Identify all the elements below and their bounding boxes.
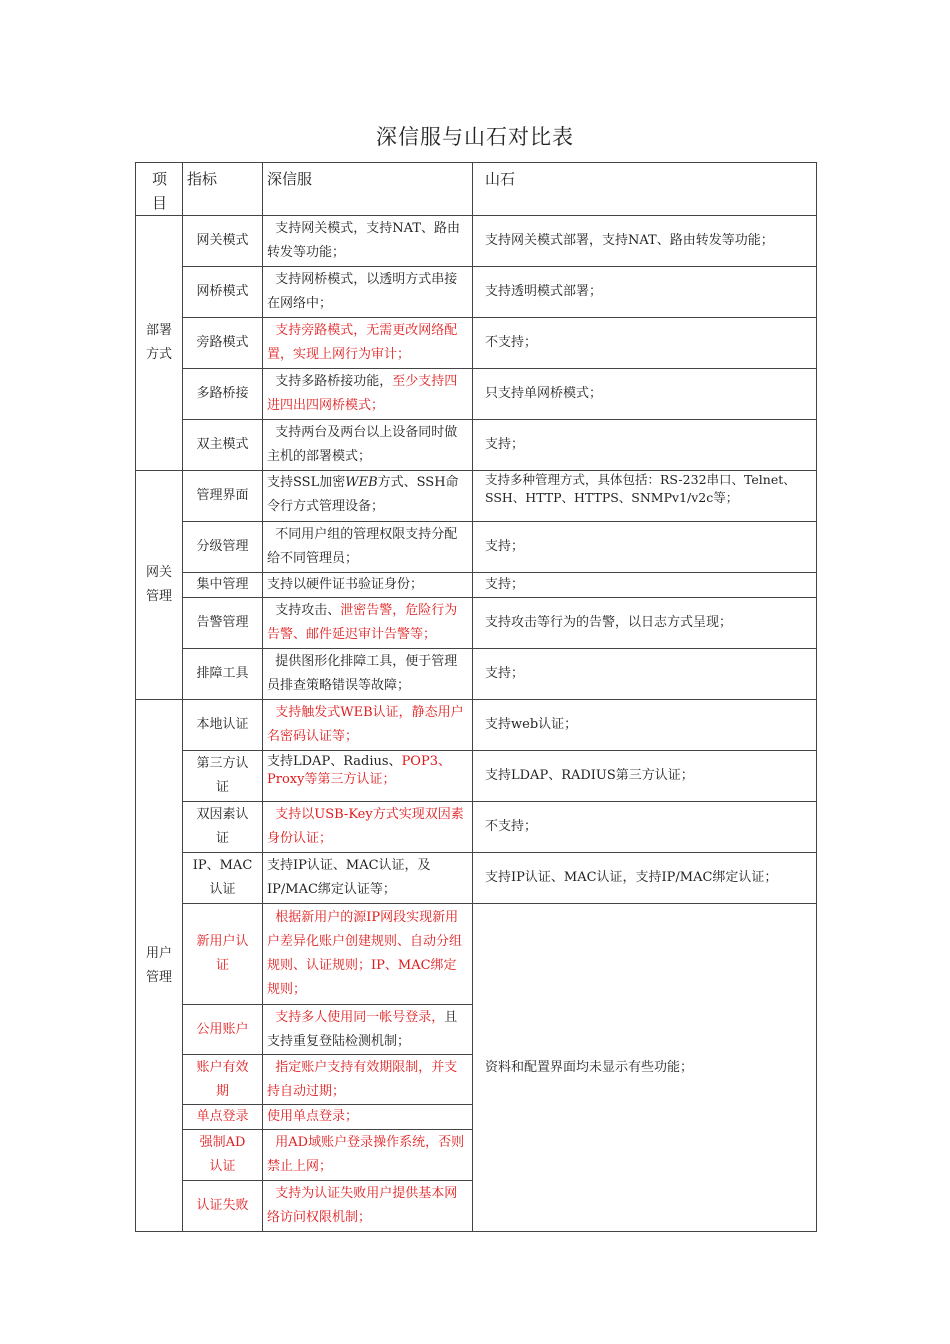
sangfor-cell: 不同用户组的管理权限支持分配给不同管理员； <box>263 522 473 573</box>
indicator-cell: 认证失败 <box>183 1181 263 1232</box>
indicator-cell: 排障工具 <box>183 649 263 700</box>
indicator-cell: 本地认证 <box>183 700 263 751</box>
hillstone-cell: 支持透明模式部署； <box>473 267 817 318</box>
hillstone-cell: 支持； <box>473 573 817 598</box>
table-row <box>136 904 817 1005</box>
hillstone-cell: 支持IP认证、MAC认证，支持IP/MAC绑定认证； <box>473 853 817 904</box>
indicator-cell: 多路桥接 <box>183 369 263 420</box>
table-row <box>136 369 817 420</box>
sangfor-cell: 提供图形化排障工具，便于管理员排查策略错误等故障； <box>263 649 473 700</box>
indicator-cell: 单点登录 <box>183 1105 263 1130</box>
table-row <box>136 853 817 904</box>
table-row <box>136 318 817 369</box>
table-header-row <box>136 163 817 216</box>
table-row <box>136 802 817 853</box>
sangfor-cell: 支持网关模式，支持NAT、路由转发等功能； <box>263 216 473 267</box>
hillstone-cell: 支持； <box>473 420 817 471</box>
indicator-cell: 告警管理 <box>183 598 263 649</box>
indicator-cell: 双主模式 <box>183 420 263 471</box>
sangfor-cell: 支持多人使用同一帐号登录，且支持重复登陆检测机制； <box>263 1005 473 1055</box>
table-row <box>136 522 817 573</box>
indicator-cell: 管理界面 <box>183 471 263 522</box>
table-row <box>136 573 817 598</box>
hillstone-cell: 不支持； <box>473 318 817 369</box>
sangfor-cell: 支持多路桥接功能，至少支持四进四出四网桥模式； <box>263 369 473 420</box>
page-title: 深信服与山石对比表 <box>376 125 574 149</box>
header-indicator: 指标 <box>183 163 263 216</box>
hillstone-cell: 不支持； <box>473 802 817 853</box>
indicator-cell: 双因素认证 <box>183 802 263 853</box>
indicator-cell: 强制AD认证 <box>183 1130 263 1181</box>
hillstone-cell: 支持； <box>473 649 817 700</box>
header-hillstone: 山石 <box>473 163 817 216</box>
sangfor-cell: 支持旁路模式，无需更改网络配置，实现上网行为审计； <box>263 318 473 369</box>
indicator-cell: 第三方认证 <box>183 751 263 802</box>
hillstone-cell: 支持多种管理方式，具体包括：RS-232串口、Telnet、SSH、HTTP、HTTPS、SNMPv1/v2c等； <box>473 471 817 522</box>
sangfor-cell: 支持以USB-Key方式实现双因素身份认证； <box>263 802 473 853</box>
header-sangfor: 深信服 <box>263 163 473 216</box>
table-row <box>136 267 817 318</box>
table-row <box>136 471 817 522</box>
table-row <box>136 216 817 267</box>
sangfor-cell: 支持为认证失败用户提供基本网络访问权限机制； <box>263 1181 473 1232</box>
sangfor-cell: 支持IP认证、MAC认证，及IP/MAC绑定认证等； <box>263 853 473 904</box>
sangfor-cell: 使用单点登录； <box>263 1105 473 1130</box>
table-row <box>136 649 817 700</box>
group-deploy: 部署方式 <box>136 216 183 471</box>
sangfor-cell: 根据新用户的源IP网段实现新用户差异化账户创建规则、自动分组规则、认证规则；IP、MAC绑定规则； <box>263 904 473 1005</box>
sangfor-cell: 指定账户支持有效期限制，并支持自动过期； <box>263 1055 473 1105</box>
table-row <box>136 598 817 649</box>
hillstone-cell: 支持LDAP、RADIUS第三方认证； <box>473 751 817 802</box>
sangfor-cell: 支持触发式WEB认证，静态用户名密码认证等； <box>263 700 473 751</box>
hillstone-merged-cell: 资料和配置界面均未显示有些功能； <box>473 904 817 1232</box>
indicator-cell: 账户有效期 <box>183 1055 263 1105</box>
indicator-cell: 公用账户 <box>183 1005 263 1055</box>
indicator-cell: IP、MAC认证 <box>183 853 263 904</box>
group-gateway: 网关管理 <box>136 471 183 700</box>
sangfor-cell: 支持以硬件证书验证身份； <box>263 573 473 598</box>
sangfor-cell: 支持两台及两台以上设备同时做主机的部署模式； <box>263 420 473 471</box>
indicator-cell: 网关模式 <box>183 216 263 267</box>
comparison-table <box>135 162 817 1232</box>
table-row <box>136 420 817 471</box>
indicator-cell: 集中管理 <box>183 573 263 598</box>
hillstone-cell: 支持攻击等行为的告警，以日志方式呈现； <box>473 598 817 649</box>
indicator-cell: 网桥模式 <box>183 267 263 318</box>
sangfor-cell: 支持攻击、泄密告警，危险行为告警、邮件延迟审计告警等； <box>263 598 473 649</box>
sangfor-cell: 支持网桥模式，以透明方式串接在网络中； <box>263 267 473 318</box>
sangfor-cell: 支持SSL加密WEB方式、SSH命令行方式管理设备； <box>263 471 473 522</box>
hillstone-cell: 支持网关模式部署，支持NAT、路由转发等功能； <box>473 216 817 267</box>
indicator-cell: 旁路模式 <box>183 318 263 369</box>
indicator-cell: 新用户认证 <box>183 904 263 1005</box>
sangfor-cell: 支持LDAP、Radius、POP3、Proxy等第三方认证； <box>263 751 473 802</box>
table-row <box>136 751 817 802</box>
hillstone-cell: 支持web认证； <box>473 700 817 751</box>
table-row <box>136 700 817 751</box>
hillstone-cell: 支持； <box>473 522 817 573</box>
indicator-cell: 分级管理 <box>183 522 263 573</box>
header-project: 项目 <box>136 163 183 216</box>
group-user: 用户管理 <box>136 700 183 1232</box>
hillstone-cell: 只支持单网桥模式； <box>473 369 817 420</box>
sangfor-cell: 用AD域账户登录操作系统，否则禁止上网； <box>263 1130 473 1181</box>
